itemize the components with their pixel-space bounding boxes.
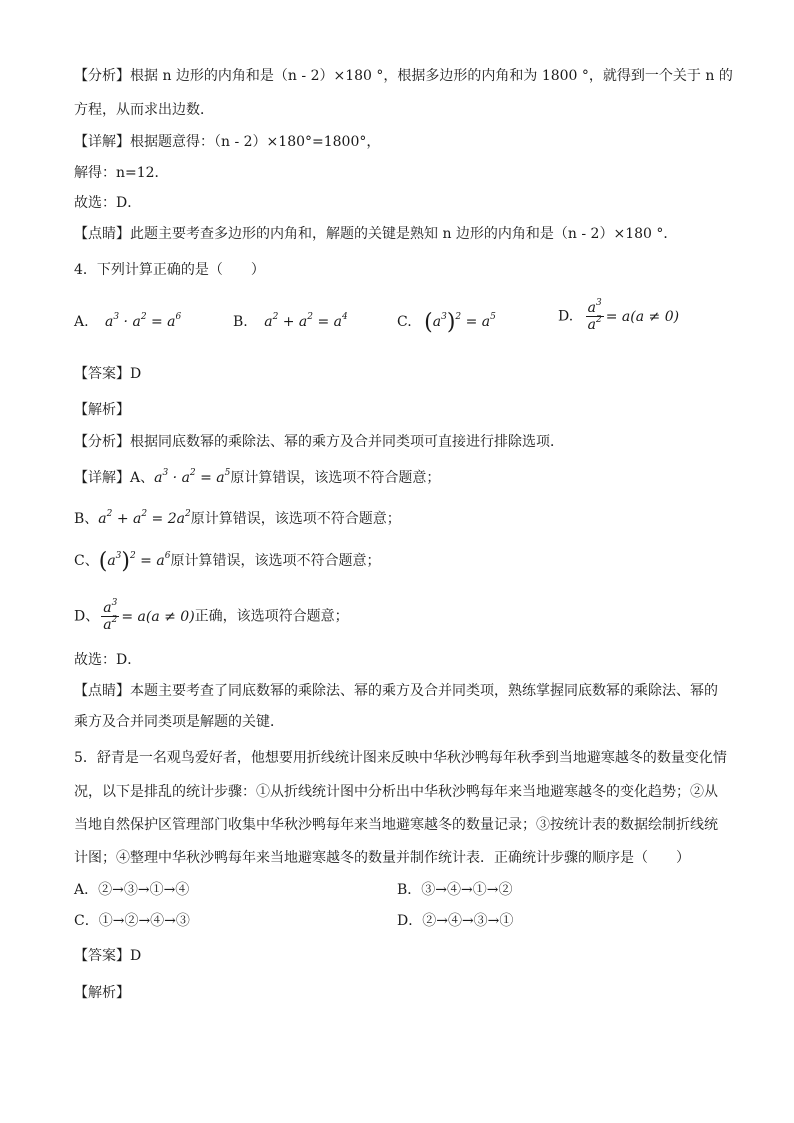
q4-option-c-formula: $(a^3)^2 = a^5$ [424,310,496,335]
q4-option-a-label: A. [74,314,89,330]
answer-4: 【答案】D [74,366,142,382]
detail-line: 【详解】根据题意得：（n - 2）×180°=1800°， [74,134,381,150]
detail-4-c [74,551,380,572]
q4-option-b-formula: $a^2 + a^2 = a^4$ [264,312,348,330]
detail-4-a-prefix: 【详解】A、 [74,470,155,486]
detail-4-b-prefix: B、 [74,511,99,527]
analysis-4: 【分析】根据同底数幂的乘除法、幂的乘方及合并同类项可直接进行排除选项． [74,434,564,450]
explanation-4-header: 【解析】 [74,402,130,418]
detail-4-d-formula: $\frac{a^3}{a^2}$ = a(a ≠ 0) [103,598,195,633]
detail-4-b-suffix: 原计算错误，该选项不符合题意； [190,511,401,527]
answer-5: 【答案】D [74,948,142,964]
comment-line: 【点睛】此题主要考查多边形的内角和，解题的关键是熟知 n 边形的内角和是（n - 2）×180 °． [74,226,678,242]
q5-option-b: B．③→④→①→② [397,882,513,898]
question-5-line-1: 5．舒青是一名观鸟爱好者，他想要用折线统计图来反映中华秋沙鸭每年秋季到当地避寒越冬的数量变化情 [74,750,727,766]
q4-option-d-label: D. [558,308,574,325]
detail-4-d-suffix: 正确，该选项符合题意； [194,608,349,625]
analysis-line-1: 【分析】根据 n 边形的内角和是（n - 2）×180 °，根据多边形的内角和为 1800 °，就得到一个关于 n 的 [74,68,733,84]
q4-option-a [74,312,181,332]
question-4: 4．下列计算正确的是（ ） [74,262,265,278]
detail-4-c-formula: $(a^3)^2 = a^6$ [98,549,171,574]
detail-4-d-prefix: D、 [74,608,100,625]
q4-option-b-label: B. [233,314,248,330]
choose-4: 故选：D． [74,652,142,668]
q5-option-d: D．②→④→③→① [397,913,514,929]
question-5-line-3: 当地自然保护区管理部门收集中华秋沙鸭每年来当地避寒越冬的数量记录；③按统计表的数据绘制折线统 [74,817,718,833]
analysis-line-2: 方程，从而求出边数． [74,102,214,118]
detail-4-d [74,600,349,633]
comment-4-line-1: 【点睛】本题主要考查了同底数幂的乘除法、幂的乘方及合并同类项，熟练掌握同底数幂的乘除法、幂的 [74,683,718,699]
q4-option-a-formula: $a^3 \cdot a^2 = a^6$ [105,312,182,330]
detail-4-c-suffix: 原计算错误，该选项不符合题意； [170,553,381,569]
detail-4-a [74,468,440,488]
question-5-line-4: 计图；④整理中华秋沙鸭每年来当地避寒越冬的数量并制作统计表．正确统计步骤的顺序是（ ） [74,850,690,866]
solve-line: 解得：n=12． [74,165,169,181]
detail-4-b-formula: $a^2 + a^2 = 2a^2$ [98,509,191,527]
q4-option-d [558,300,679,333]
comment-4-line-2: 乘方及合并同类项是解题的关键． [74,714,284,730]
choose-line: 故选：D． [74,195,142,211]
detail-4-b [74,509,401,529]
q4-option-b [233,312,348,332]
q4-option-d-formula: $\frac{a^3}{a^2}$ = a(a ≠ 0) [587,298,680,333]
q4-option-c [397,312,496,333]
detail-4-a-formula: $a^3 \cdot a^2 = a^5$ [154,468,231,486]
detail-4-c-prefix: C、 [74,553,99,569]
q5-option-c: C．①→②→④→③ [74,913,190,929]
q5-option-a: A．②→③→①→④ [74,882,190,898]
q4-option-c-label: C. [397,314,412,330]
explanation-5-header: 【解析】 [74,985,130,1001]
question-5-line-2: 况，以下是排乱的统计步骤：①从折线统计图中分析出中华秋沙鸭每年来当地避寒越冬的变化趋势；②从 [74,784,718,800]
detail-4-a-suffix: 原计算错误，该选项不符合题意； [230,470,441,486]
